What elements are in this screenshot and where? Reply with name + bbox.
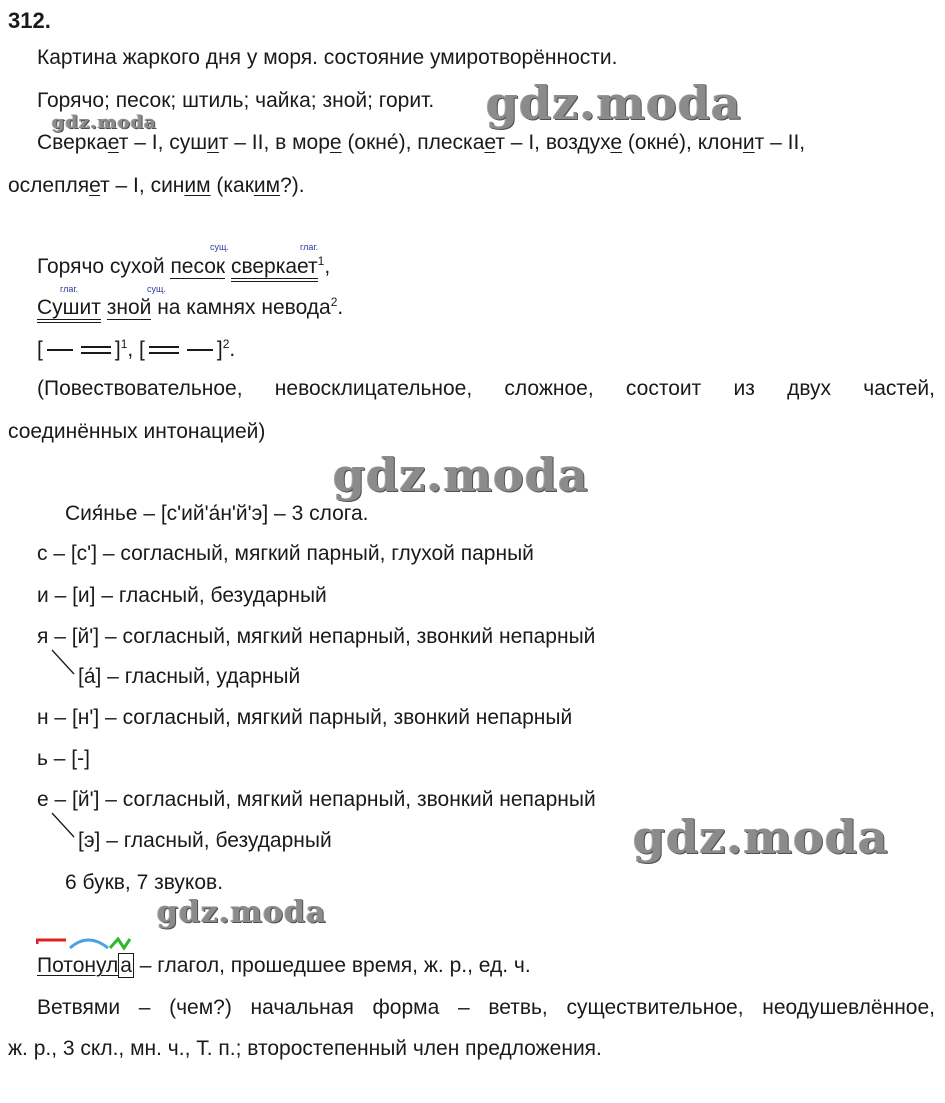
label-verb-2: глаг.	[60, 284, 79, 294]
watermark: gdz.moda	[333, 448, 589, 502]
watermark: gdz.moda	[52, 112, 157, 133]
label-verb-1: глаг.	[300, 242, 319, 252]
phonetic-row: [а́] – гласный, ударный	[78, 665, 301, 688]
phonetic-row: ь – [-]	[37, 747, 90, 770]
morph-line-2: Ветвями – (чем?) начальная форма – ветвь, существительное, неодушевлённое,	[37, 996, 935, 1019]
morph-line-3: ж. р., 3 скл., мн. ч., Т. п.; второстепенный член предложения.	[8, 1037, 602, 1060]
description-line-1: (Повествовательное, невосклицательное, сложное, состоит из двух частей,	[37, 377, 935, 400]
phonetic-row: и – [и] – гласный, безударный	[37, 584, 327, 607]
watermark: gdz.moda	[633, 810, 889, 864]
text-line-2: Горячо; песок; штиль; чайка; зной; горит.	[37, 89, 435, 112]
phonetic-row: н – [н'] – согласный, мягкий парный, звонкий непарный	[37, 706, 573, 729]
watermark: gdz.moda	[157, 895, 327, 930]
phonetic-row: с – [с'] – согласный, мягкий парный, глухой парный	[37, 542, 534, 565]
poem-line-1: Горячо сухой песок сверкает$^1$,	[37, 254, 330, 279]
text-line-4: ослепляет – I, синим (каким?).	[8, 174, 305, 197]
phonetic-row: я – [й'] – согласный, мягкий непарный, звонкий непарный	[37, 625, 596, 648]
task-number: 312.	[8, 8, 51, 33]
text-line-3: Сверкает – I, сушит – II, в море (окне́), плескает – I, воздухе (окне́), клонит – II,	[37, 131, 806, 154]
phonetic-summary: 6 букв, 7 звуков.	[65, 871, 224, 894]
branch-line	[50, 811, 80, 841]
watermark: gdz.moda	[486, 76, 742, 130]
poem-line-2: Сушит зной на камнях невода$^2$.	[37, 295, 343, 320]
morph-line-1: Потонула – глагол, прошедшее время, ж. р., ед. ч.	[37, 954, 531, 977]
label-noun-2: сущ.	[147, 284, 166, 294]
label-noun-1: сущ.	[210, 242, 229, 252]
text-line-1: Картина жаркого дня у моря. состояние умиротворённости.	[37, 46, 618, 69]
ending-box: а	[120, 954, 132, 977]
phonetic-row: е – [й'] – согласный, мягкий непарный, звонкий непарный	[37, 788, 596, 811]
sentence-scheme: [ ]$^1$, [ ]$^2$.	[37, 337, 236, 361]
phonetic-word: Сия́нье – [с'ий'а́н'й'э] – 3 слога.	[65, 502, 369, 525]
description-line-2: соединённых интонацией)	[8, 420, 266, 443]
branch-line	[50, 648, 80, 678]
phonetic-row: [э] – гласный, безударный	[78, 829, 332, 852]
